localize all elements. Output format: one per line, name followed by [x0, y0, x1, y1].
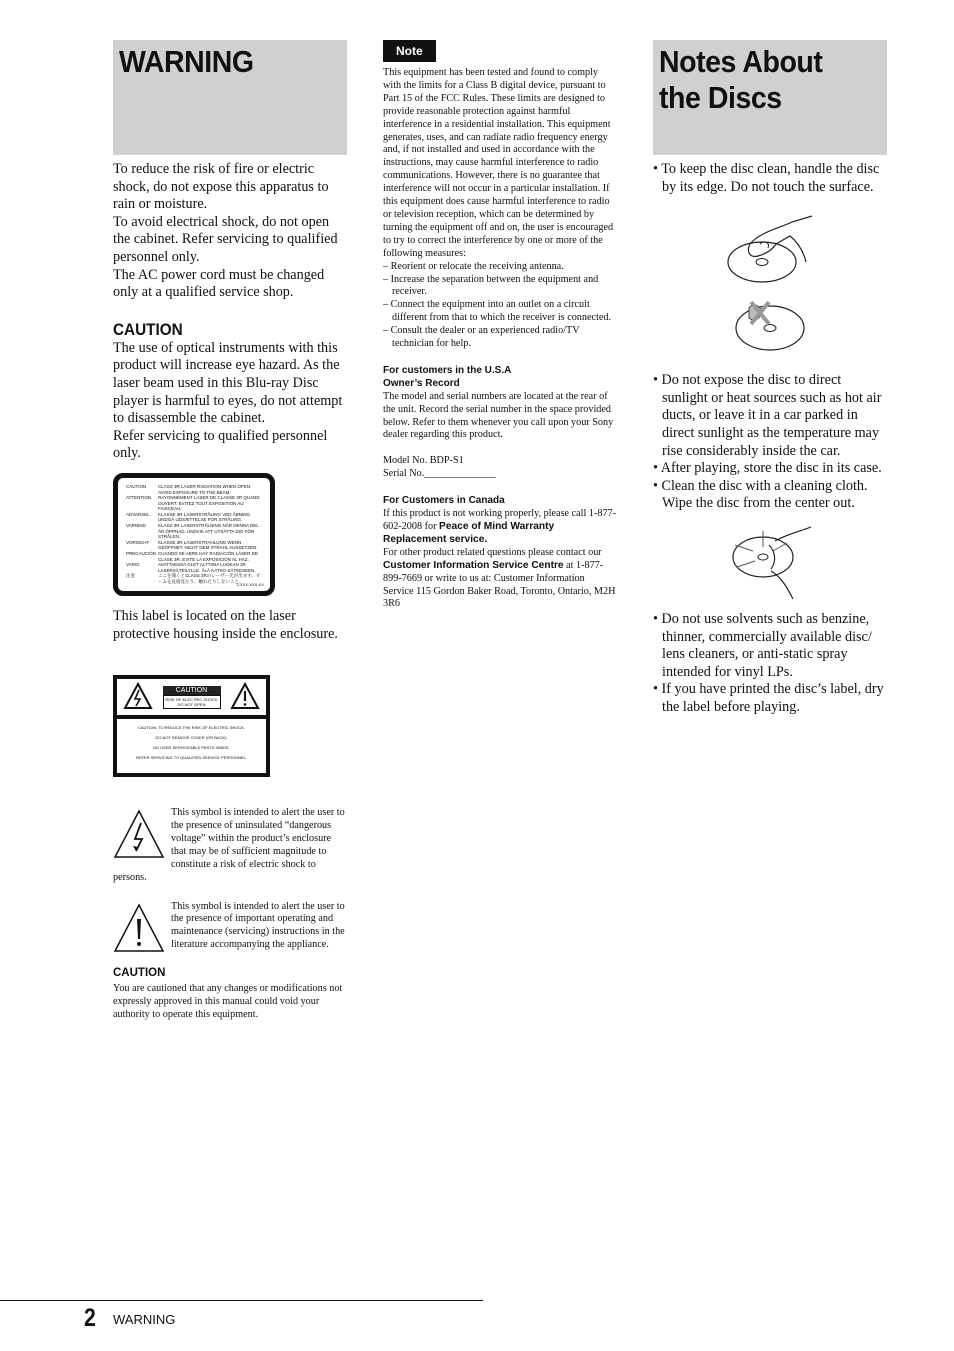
- canada-text: [383, 508, 617, 547]
- disc-do-not-touch-illustration: [733, 298, 807, 354]
- label-code: 3-XXX-XXX-XX: [236, 581, 264, 587]
- usa-text: The model and serial numbers are located at the rear of the unit. Record the serial number in the space provided below. Refer to them whenever you call upon your Sony dealer regarding this product.: [383, 390, 614, 441]
- list-item: – Consult the dealer or an experienced radio/TV technician for help.: [383, 325, 580, 350]
- shock-caution-sticker: [113, 675, 270, 777]
- page-number: 2: [84, 1304, 96, 1332]
- warranty-service-label: Peace of Mind Warranty Replacement service.: [383, 521, 555, 545]
- sticker-caution-label: CAUTION: [163, 686, 221, 695]
- caution-fcc-text: You are cautioned that any changes or modifications not expressly approved in this manual could void your authority to operate this equipment.: [113, 983, 343, 1020]
- footer-rule: [0, 1300, 483, 1301]
- list-item: • After playing, store the disc in its case.: [653, 460, 882, 477]
- usa-heading-line: For customers in the U.S.A: [383, 364, 512, 376]
- discs-heading-box: [653, 40, 887, 155]
- warning-text: [113, 161, 347, 302]
- sticker-line: REFER SERVICING TO QUALIFIED SERVICE PERSONNEL.: [136, 755, 247, 761]
- list-item: – Connect the equipment into an outlet on a circuit different from that to which the receiver is connected.: [383, 299, 612, 324]
- sticker-risk-label: RISK OF ELECTRIC SHOCK DO NOT OPEN: [163, 695, 221, 709]
- list-item: • Clean the disc with a cleaning cloth. Wipe the disc from the center out.: [653, 477, 868, 512]
- column-left: [113, 40, 347, 1022]
- canada-text-part: at 1-877-899-7669 or write to us at: Customer Information Service 115 Gordon Baker Road, Toronto, Ontario, M2H 3R6: [383, 559, 616, 610]
- service-centre-label: Customer Information Service Centre: [383, 559, 564, 571]
- column-middle: [383, 40, 617, 611]
- voltage-symbol-note: [113, 807, 347, 884]
- sticker-line: DO NOT REMOVE COVER (OR BACK).: [155, 735, 228, 741]
- canada-text-part: For other product related questions please contact our: [383, 546, 602, 558]
- list-item: – Reorient or relocate the receiving antenna.: [383, 260, 564, 272]
- label-row: VARNING KLASS 3R LASERSTRÅLNING NÄR DENNA DEL ÄR ÖPPNAD. UNDVIK ATT UTSÄTTA DIG FÖR STRÅLEN.: [126, 523, 259, 540]
- label-row: VORSICHT KLASSE 3R LASERSTRAHLUNG WENN GEÖFFNET. NICHT DEM STRAHL AUSSETZEN.: [126, 539, 258, 551]
- warning-heading: WARNING: [119, 44, 254, 79]
- laser-warning-label: [113, 473, 275, 596]
- caution-paragraph: Refer servicing to qualified personnel only.: [113, 427, 328, 462]
- usa-heading: [383, 365, 617, 391]
- caution-paragraph: The use of optical instruments with this product will increase eye hazard. As the laser beam used in this Blu-ray Disc player is harmful to eyes, do not attempt to disassemble the cabinet.: [113, 339, 343, 427]
- sticker-center: [163, 686, 221, 709]
- disc-cleaning-illustration: [725, 521, 815, 601]
- list-item: • Do not use solvents such as benzine, thinner, commercially available disc/ lens cleaners, or anti-static spray intended for vinyl LPs.: [653, 610, 872, 680]
- sticker-top: [117, 679, 266, 719]
- canada-contact-text: [383, 547, 617, 612]
- measures-list: [383, 261, 617, 351]
- disc-care-list: [653, 372, 887, 513]
- label-row: PRECAUCIÓN CUANDO SE ABRE HAY RADIACIÓN LÁSER DE CLASE 3R. EVITE LA EXPOSICIÓN AL HAZ.: [126, 551, 258, 562]
- sticker-line: NO USER-SERVICEABLE PARTS INSIDE.: [153, 745, 230, 751]
- warning-paragraph: To avoid electrical shock, do not open the cabinet. Refer servicing to qualified personnel only.: [113, 213, 338, 265]
- solvent-notes-list: [653, 611, 887, 717]
- fcc-note-text: This equipment has been tested and found to comply with the limits for a Class B digital device, pursuant to Part 15 of the FCC Rules. These limits are designed to provide reasonable protection against harmful interference in a residential installation. This equipment generates, uses, and can radiate radio frequency energy and, if not installed and used in accordance with the instructions, may cause harmful interference to radio communications. However, there is no guarantee that interference will not occur in a particular installation. If this equipment does cause harmful interference to radio or television reception, which can be determined by turning the equipment off and on, the user is encouraged to try to correct the interference by one or more of the following measures:: [383, 67, 614, 259]
- list-item: • Do not expose the disc to direct sunlight or heat sources such as hot air ducts, or leave it in a car parked in direct sunlight as the temperature may rise considerably inside the car.: [653, 372, 882, 459]
- canada-text-part: If this product is not working properly, please call 1-877-602-2008 for: [383, 508, 617, 532]
- discs-heading: Notes About the Discs: [659, 44, 823, 115]
- label-row: ATTENTION RAYONNEMENT LASER DE CLASSE 3R QUAND OUVERT. ÉVITEZ TOUT EXPOSITION AU FAISCEAU.: [126, 495, 260, 512]
- canada-heading: For Customers in Canada: [383, 495, 505, 507]
- sticker-line: CAUTION: TO REDUCE THE RISK OF ELECTRIC SHOCK,: [137, 725, 246, 731]
- list-item: – Increase the separation between the equipment and receiver.: [383, 273, 599, 298]
- instruction-symbol-text: This symbol is intended to alert the user to the presence of important operating and maintenance (servicing) instructions in the literature accompanying the appliance.: [171, 900, 345, 951]
- model-number: Model No. BDP-S1: [383, 455, 464, 467]
- exclamation-triangle-icon: [113, 903, 165, 953]
- exclamation-triangle-icon: [230, 682, 260, 710]
- list-item: • If you have printed the disc’s label, dry the label before playing.: [653, 681, 884, 715]
- label-row: ADVARSEL KLASSE 3R LASERSTRÅLING VED ÅBNING. UNDGÅ UDSÆTTELSE FOR STRÅLING.: [126, 511, 252, 523]
- warning-paragraph: To reduce the risk of fire or electric shock, do not expose this apparatus to rain or moisture.: [113, 161, 329, 213]
- caution-fcc-heading: CAUTION: [113, 967, 166, 980]
- list-item: • To keep the disc clean, handle the disc by its edge. Do not touch the surface.: [653, 161, 880, 195]
- label-row: CAUTION CLASS 3R LASER RADIATION WHEN OPEN. AVOID EXPOSURE TO THE BEAM.: [126, 483, 252, 495]
- label-caption: This label is located on the laser protective housing inside the enclosure.: [113, 607, 338, 642]
- owners-record-heading: Owner’s Record: [383, 377, 460, 389]
- label-row: VARO! AVATTAESSA OLET ALTTIINA LUOKAN 3R LASERSÄTEILYLLE. ÄLÄ KATSO SÄTEESEEN.: [126, 562, 256, 573]
- instruction-symbol-note: [113, 901, 347, 953]
- column-right: [653, 40, 887, 717]
- label-row: 注意 ここを開くとCLASS 3Rのレーザー光が出ます。ビームを直接見たり、触れたりしないこと。: [126, 573, 261, 584]
- caution-text: [113, 340, 347, 463]
- disc-notes-list: [653, 161, 887, 196]
- voltage-symbol-text: This symbol is intended to alert the user to the presence of uninsulated “dangerous voltage” within the product’s enclosure that may be of sufficient magnitude to constitute a risk of electric shock to persons.: [113, 807, 345, 883]
- note-badge: Note: [383, 40, 436, 62]
- hand-holding-disc-illustration: [720, 214, 820, 286]
- sticker-text: [117, 719, 266, 767]
- warning-paragraph: The AC power cord must be changed only at a qualified service shop.: [113, 266, 325, 301]
- serial-number: Serial No.______________: [383, 468, 496, 480]
- lightning-triangle-icon: [113, 809, 165, 859]
- footer-section-title: WARNING: [113, 1312, 176, 1327]
- warning-heading-box: [113, 40, 347, 155]
- caution-heading: CAUTION: [113, 319, 183, 339]
- lightning-triangle-icon: [123, 682, 153, 710]
